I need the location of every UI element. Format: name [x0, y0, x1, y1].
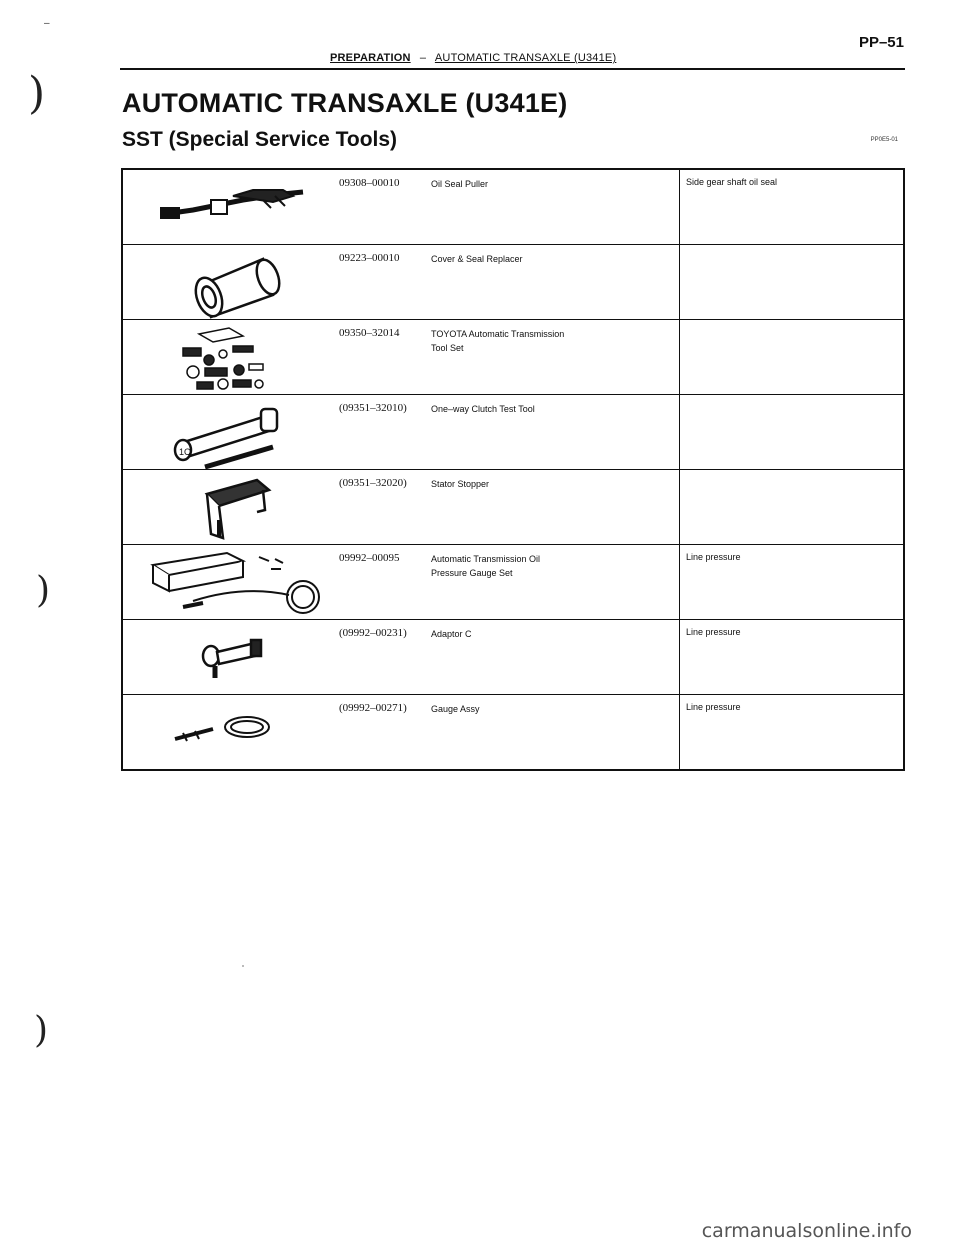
tool-name [427, 620, 680, 695]
header-subsection: AUTOMATIC TRANSAXLE (U341E) [434, 52, 617, 64]
tool-name-line: Adaptor C [431, 629, 472, 639]
tool-illustration [122, 245, 327, 320]
table-row [122, 245, 904, 320]
tool-illustration [122, 695, 327, 771]
figure-code: PP0E5-01 [870, 137, 898, 143]
tool-name-line: Oil Seal Puller [431, 179, 489, 189]
tool-name [427, 320, 680, 395]
header-separator: – [419, 52, 427, 64]
table-row [122, 320, 904, 395]
tool-illustration [122, 545, 327, 620]
running-header [330, 52, 616, 64]
table-row [122, 470, 904, 545]
part-number: 09223–00010 [327, 245, 427, 320]
part-number: 09992–00095 [327, 545, 427, 620]
binding-hole-mark: ) [28, 68, 46, 119]
table-row [122, 545, 904, 620]
part-number: 09350–32014 [327, 320, 427, 395]
page-subtitle: SST (Special Service Tools) [122, 128, 398, 151]
tool-note [680, 470, 905, 545]
adaptor-icon [123, 620, 327, 694]
table-row [122, 395, 904, 470]
tool-note: Line pressure [680, 545, 905, 620]
tool-name-line: One–way Clutch Test Tool [431, 404, 535, 414]
clutch-test-tool-icon [123, 395, 327, 469]
tool-name-line: Stator Stopper [431, 479, 490, 489]
pressure-gauge-set-icon [123, 545, 327, 619]
table-row [122, 695, 904, 771]
tool-illustration [122, 620, 327, 695]
table-row [122, 620, 904, 695]
header-rule [120, 68, 905, 70]
tool-illustration [122, 470, 327, 545]
tool-name [427, 245, 680, 320]
sst-table [121, 168, 905, 771]
binding-hole-mark: ) [34, 1010, 49, 1051]
page-number: PP–51 [858, 34, 904, 51]
tool-name-line: Tool Set [431, 343, 464, 353]
part-number: 09308–00010 [327, 169, 427, 245]
stator-stopper-icon [123, 470, 327, 544]
watermark: carmanualsonline.info [701, 1220, 912, 1242]
svg-text:1C: 1C [179, 447, 191, 457]
tool-note [680, 395, 905, 470]
gauge-assy-icon [123, 695, 327, 769]
tool-name [427, 169, 680, 245]
oil-seal-puller-icon [123, 170, 327, 244]
tool-name-line: Pressure Gauge Set [431, 568, 513, 578]
tool-note [680, 245, 905, 320]
tool-name-line: Cover & Seal Replacer [431, 254, 523, 264]
tool-name [427, 545, 680, 620]
tool-illustration [122, 320, 327, 395]
table-row [122, 169, 904, 245]
tool-name [427, 395, 680, 470]
seal-replacer-icon [123, 245, 327, 319]
tool-note: Line pressure [680, 620, 905, 695]
tool-name-line: Gauge Assy [431, 704, 480, 714]
tool-name [427, 695, 680, 771]
header-section: PREPARATION [330, 52, 411, 64]
part-number: (09351–32010) [327, 395, 427, 470]
tool-name-line: TOYOTA Automatic Transmission [431, 329, 565, 339]
tool-note: Side gear shaft oil seal [680, 169, 905, 245]
tool-illustration [122, 395, 327, 470]
scan-speck [242, 965, 244, 967]
tool-set-icon [123, 320, 327, 394]
tool-note: Line pressure [680, 695, 905, 771]
scan-mark: – [44, 18, 50, 29]
part-number: (09992–00271) [339, 702, 407, 714]
tool-name-line: Automatic Transmission Oil [431, 554, 541, 564]
binding-hole-mark: ) [36, 570, 51, 611]
page-title: AUTOMATIC TRANSAXLE (U341E) [122, 88, 568, 118]
tool-illustration [122, 169, 327, 245]
tool-name [427, 470, 680, 545]
tool-note [680, 320, 905, 395]
part-number: (09351–32020) [327, 470, 427, 545]
part-number: (09992–00231) [327, 620, 427, 695]
